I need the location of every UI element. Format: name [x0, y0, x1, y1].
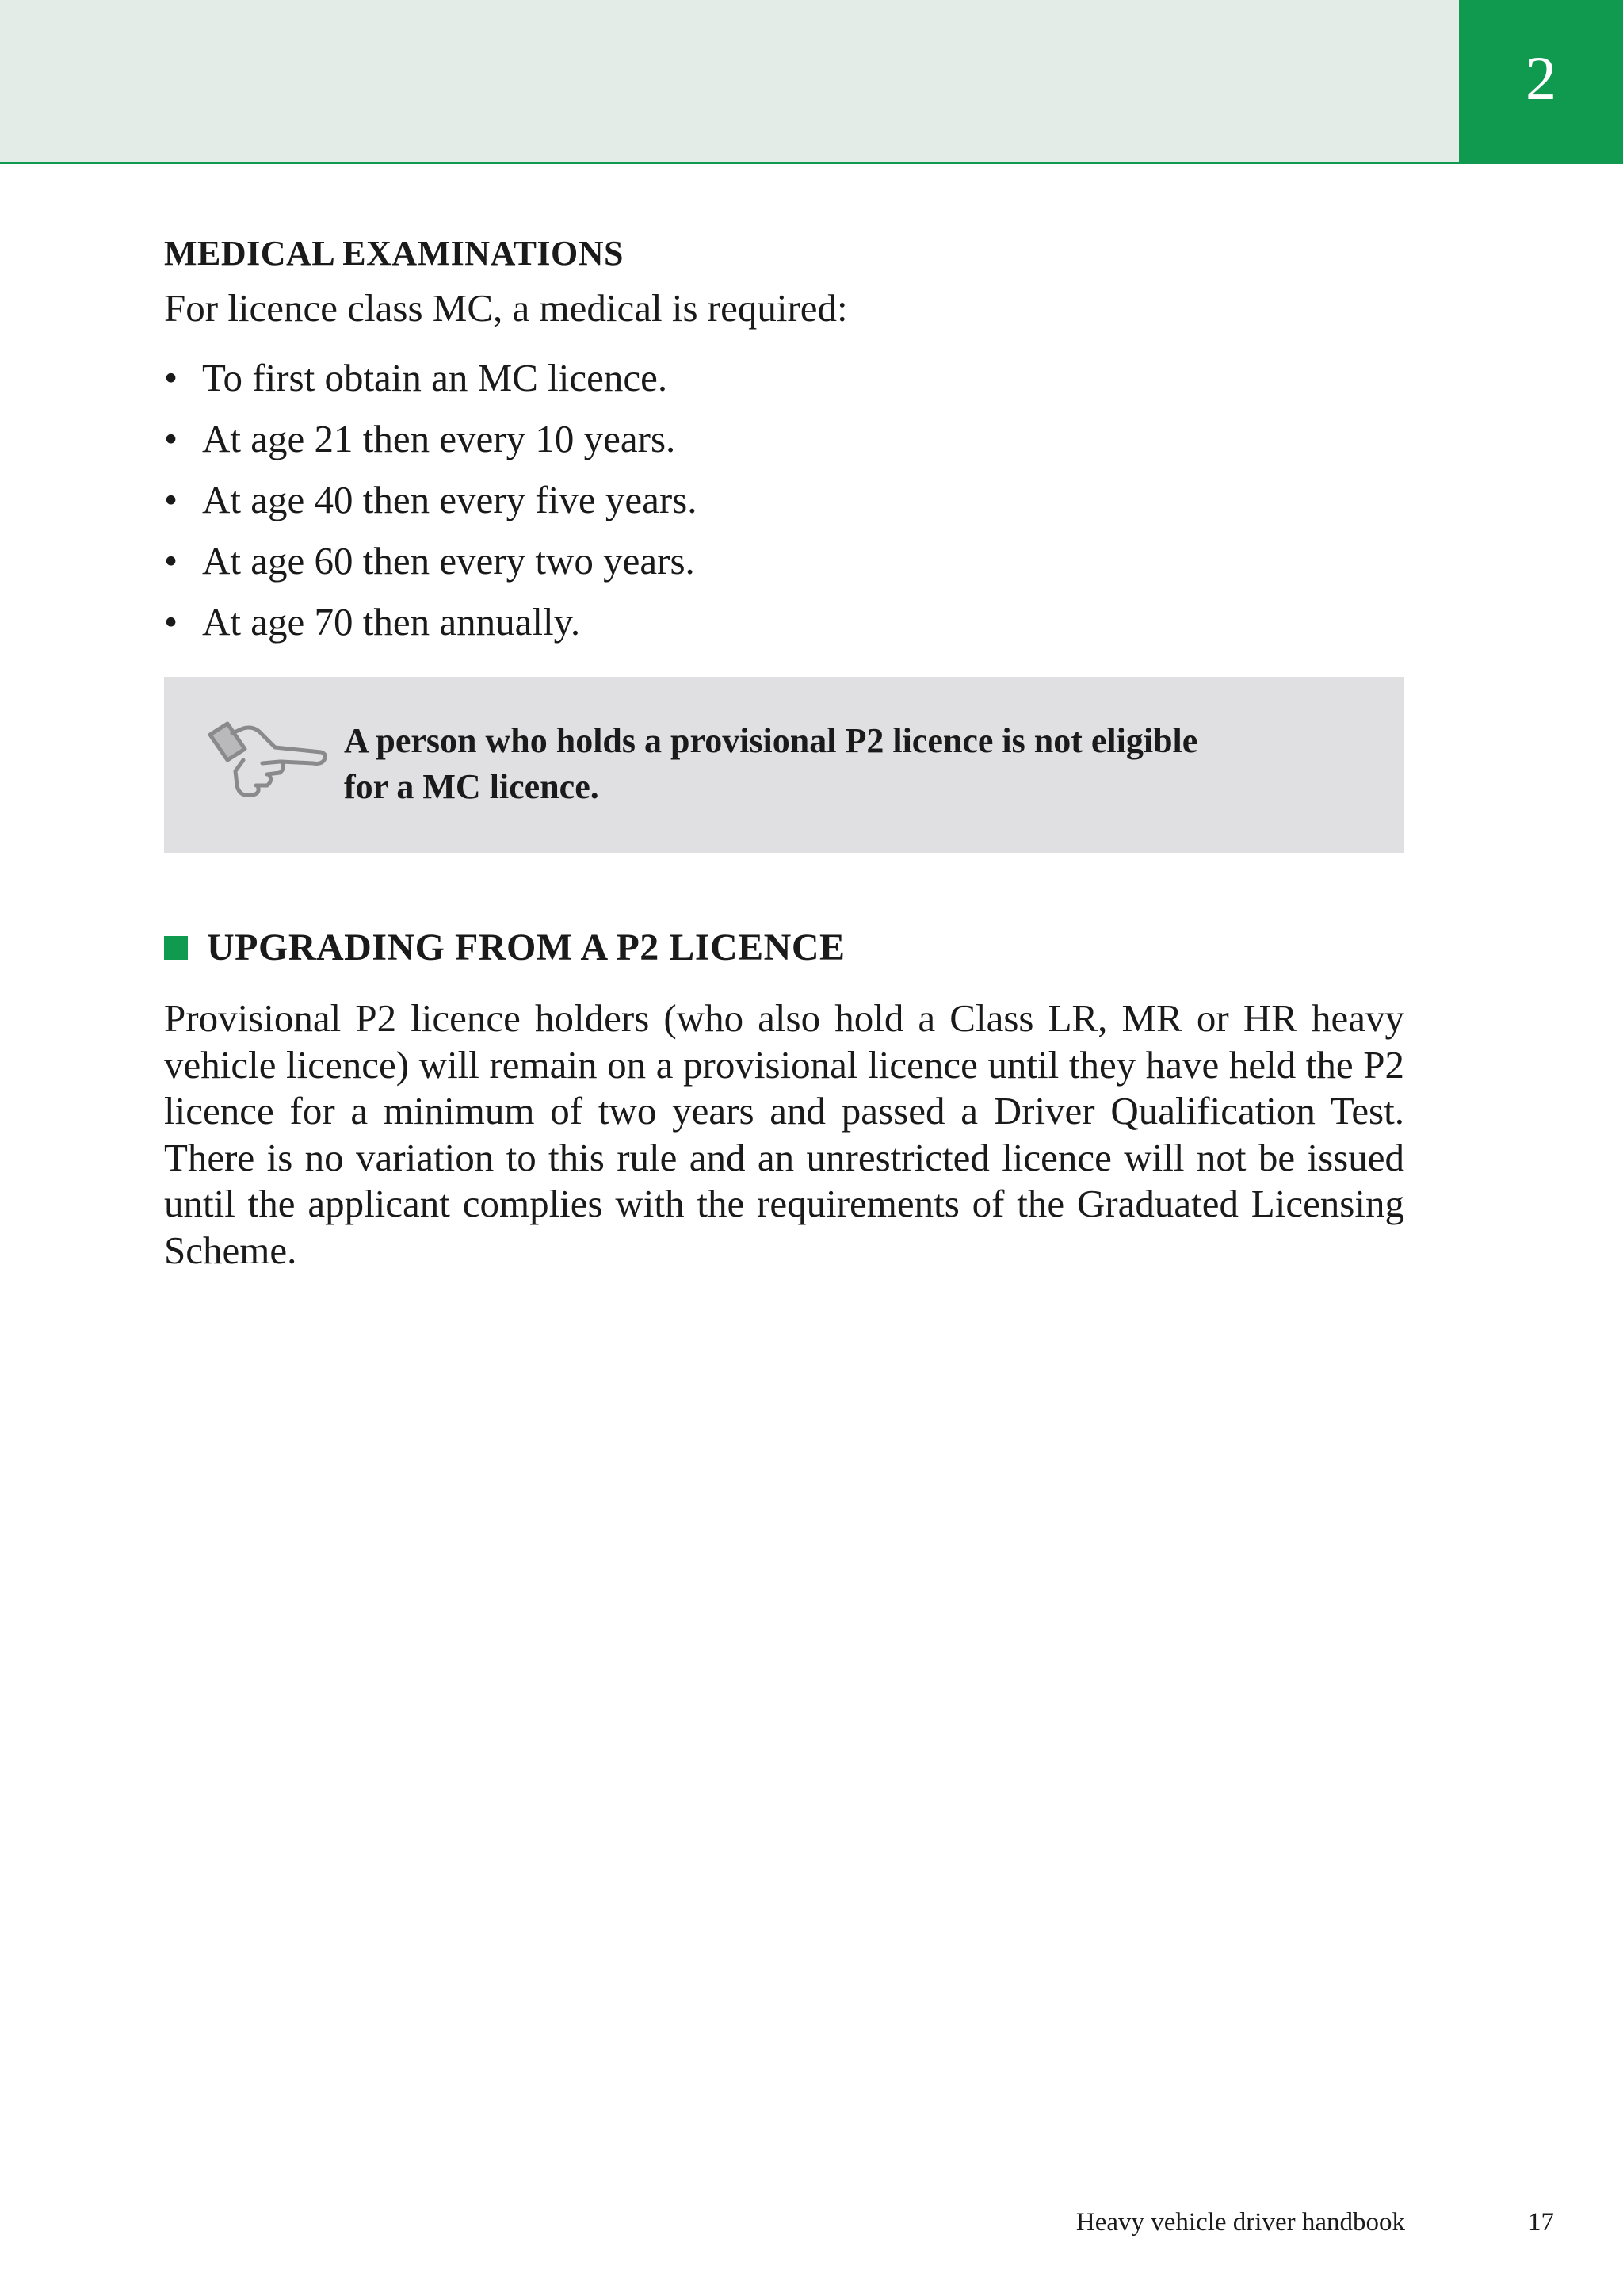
- upgrading-heading: [164, 924, 1404, 972]
- list-item-text: At age 70 then annually.: [202, 600, 581, 644]
- bullet: •: [164, 539, 178, 583]
- list-item: [164, 347, 1404, 408]
- list-item: [164, 408, 1404, 469]
- bullet: •: [164, 356, 178, 399]
- medical-intro: For licence class MC, a medical is required:: [164, 286, 848, 330]
- list-item: [164, 469, 1404, 530]
- list-item-text: To first obtain an MC licence.: [202, 356, 668, 399]
- footer-title: Heavy vehicle driver handbook: [1075, 2208, 1405, 2237]
- page-number: 17: [1528, 2208, 1554, 2237]
- chapter-number: 2: [1526, 43, 1556, 113]
- square-bullet-icon: [164, 936, 188, 960]
- note-box: [164, 677, 1404, 853]
- header-band: [0, 0, 1459, 164]
- upgrading-heading-text: UPGRADING FROM A P2 LICENCE: [207, 926, 846, 968]
- note-line-2: for a MC licence.: [344, 767, 599, 806]
- note-line-1: A person who holds a provisional P2 licence is not eligible: [344, 721, 1198, 760]
- chapter-number-tab: [1459, 0, 1623, 164]
- list-item: [164, 591, 1404, 652]
- bullet: •: [164, 478, 178, 521]
- bullet: •: [164, 417, 178, 460]
- list-item: [164, 530, 1404, 591]
- bullet: •: [164, 600, 178, 644]
- medical-requirements-list: [164, 347, 1404, 652]
- upgrading-paragraph: Provisional P2 licence holders (who also hold a Class LR, MR or HR heavy vehicle licence) will remain on a provisional licence until they have held the P2 licence for a minimum of two years and passed a Driver Qualification Test. There is no variation to this rule and an unrestricted licence will not be issued until the applicant complies with the requirements of the Graduated Licensing Scheme.: [164, 996, 1404, 1272]
- medical-examinations-heading: MEDICAL EXAMINATIONS: [164, 234, 624, 273]
- page-content: [164, 228, 1404, 1274]
- note-text: [344, 718, 1319, 810]
- list-item-text: At age 21 then every 10 years.: [202, 417, 676, 460]
- list-item-text: At age 60 then every two years.: [202, 539, 695, 583]
- list-item-text: At age 40 then every five years.: [202, 478, 697, 521]
- pointing-hand-icon: [204, 712, 330, 808]
